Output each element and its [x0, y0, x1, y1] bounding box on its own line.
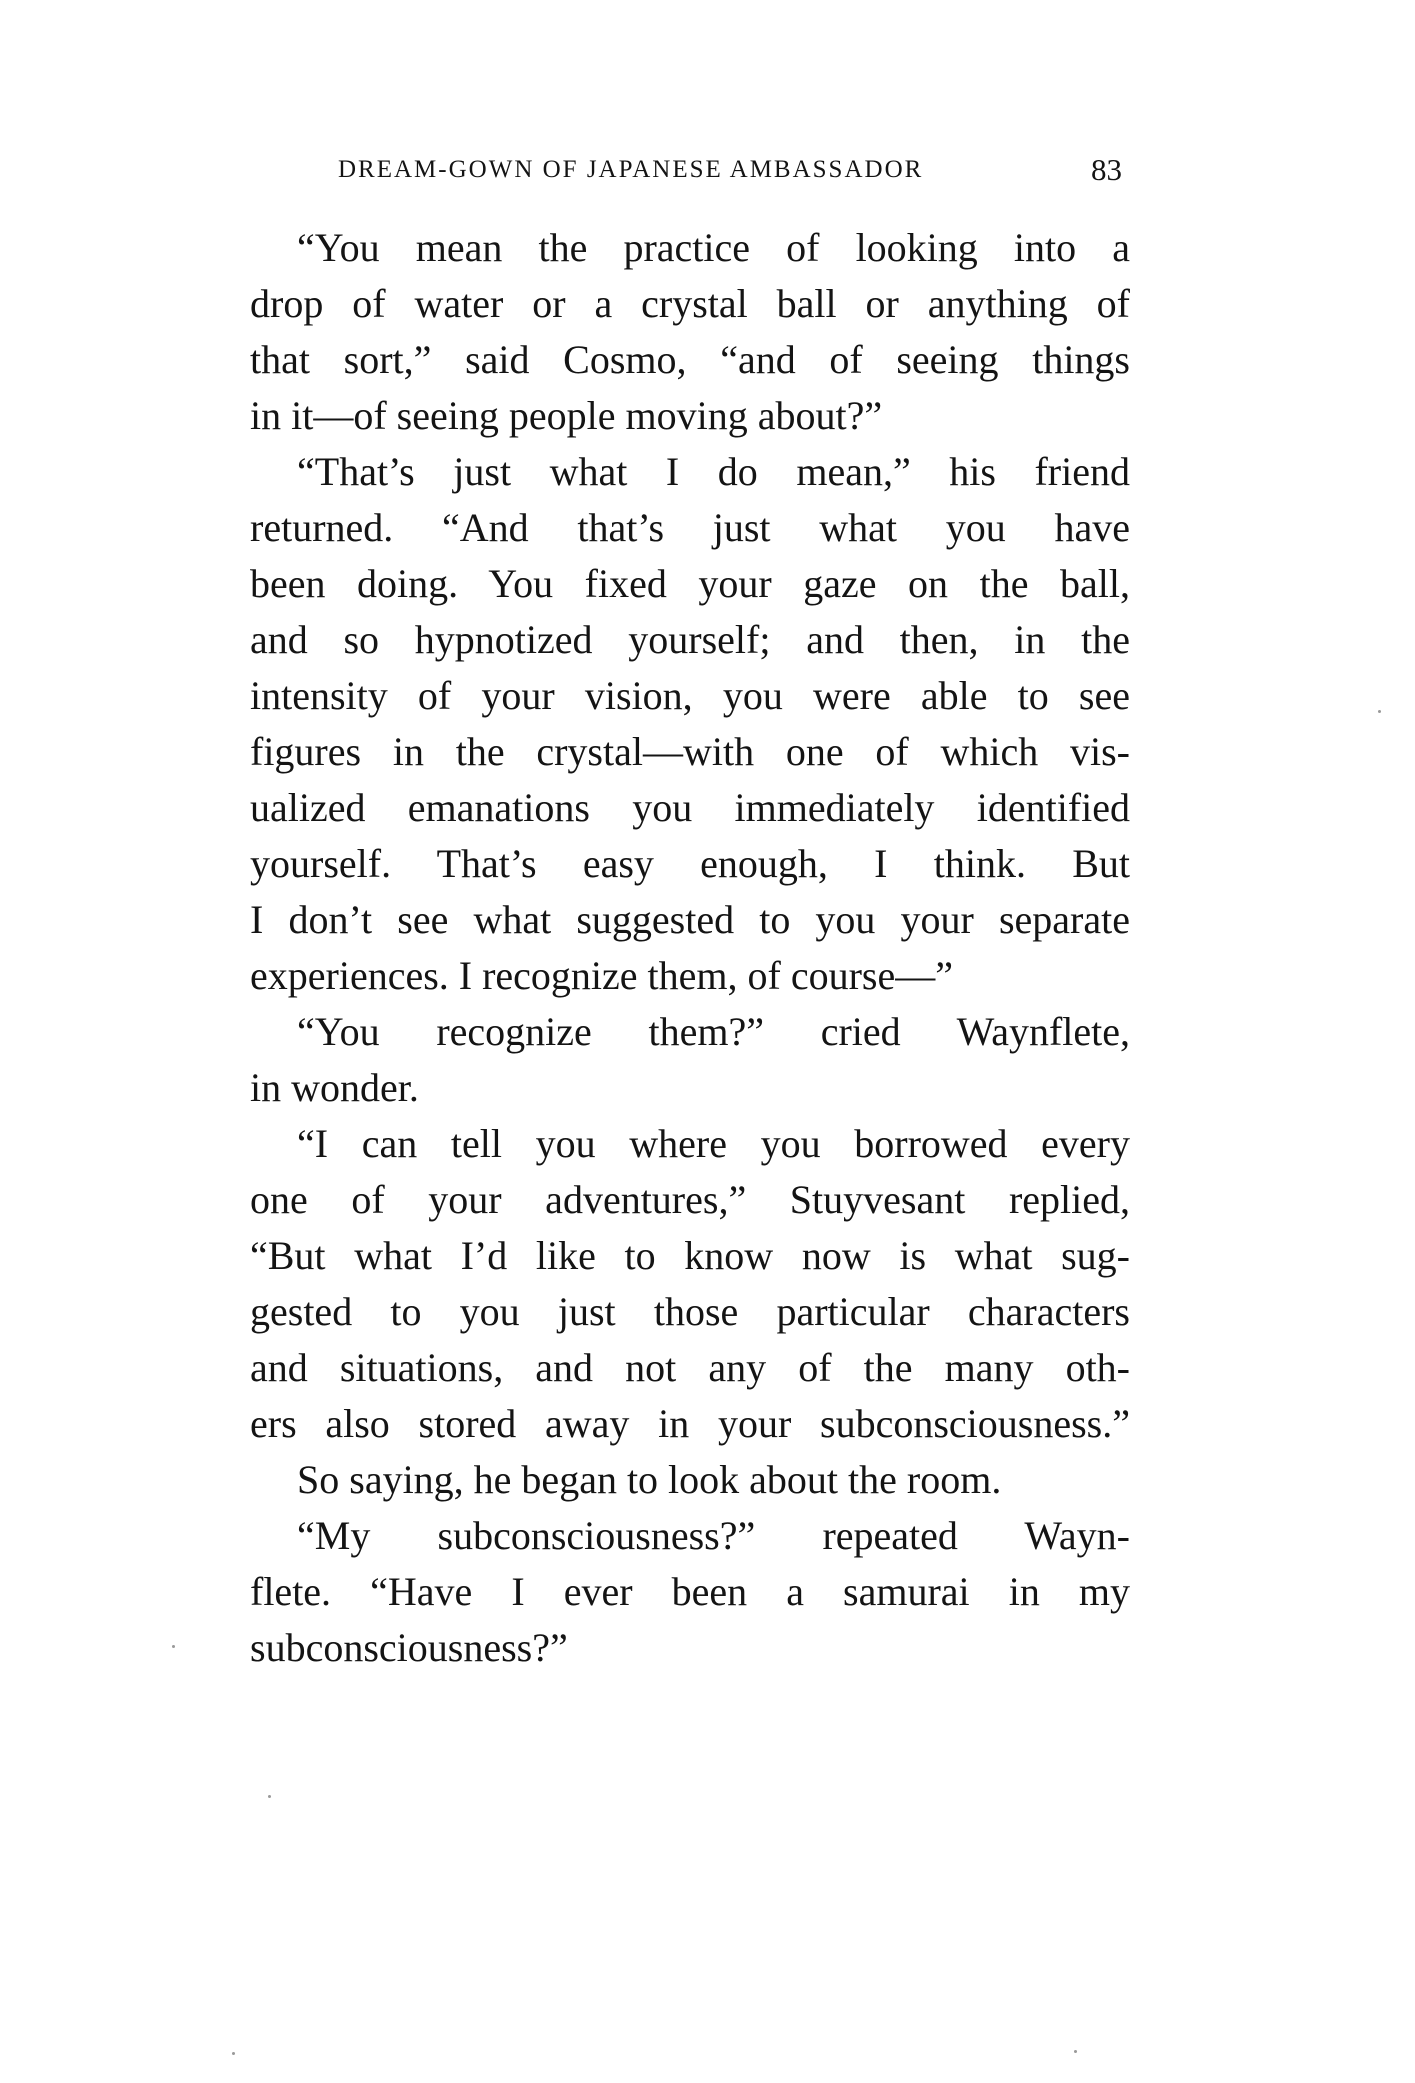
text-line: and so hypnotized yourself; and then, in the — [250, 617, 1130, 662]
text-line: experiences. I recognize them, of course—” — [250, 953, 953, 998]
text-line: “You recognize them?” cried Waynflete, — [297, 1009, 1130, 1054]
text-line: been doing. You fixed your gaze on the ball, — [250, 561, 1130, 606]
paper-speck — [268, 1795, 271, 1798]
text-line: returned. “And that’s just what you have — [250, 505, 1130, 550]
paper-speck — [1074, 2050, 1077, 2053]
text-line: flete. “Have I ever been a samurai in my — [250, 1569, 1130, 1614]
text-line: one of your adventures,” Stuyvesant replied, — [250, 1177, 1130, 1222]
text-line: “But what I’d like to know now is what sug- — [250, 1233, 1130, 1278]
text-line: drop of water or a crystal ball or anything of — [250, 281, 1130, 326]
text-line: “That’s just what I do mean,” his friend — [297, 449, 1130, 494]
body-text — [250, 220, 1130, 1676]
text-line: So saying, he began to look about the room. — [297, 1457, 1002, 1502]
text-line: ers also stored away in your subconsciousness.” — [250, 1401, 1130, 1446]
running-head — [338, 152, 1130, 192]
text-line: I don’t see what suggested to you your separate — [250, 897, 1130, 942]
paper-speck — [1378, 710, 1381, 713]
text-line: in it—of seeing people moving about?” — [250, 393, 883, 438]
page-number: 83 — [1091, 152, 1122, 187]
text-line: gested to you just those particular characters — [250, 1289, 1130, 1334]
text-line: figures in the crystal—with one of which vis- — [250, 729, 1130, 774]
paper-speck — [232, 2052, 235, 2055]
text-line: subconsciousness?” — [250, 1625, 568, 1670]
paper-speck — [172, 1645, 175, 1648]
text-line: “I can tell you where you borrowed every — [297, 1121, 1130, 1166]
text-line: that sort,” said Cosmo, “and of seeing things — [250, 337, 1130, 382]
text-line: “You mean the practice of looking into a — [297, 225, 1130, 270]
text-line: in wonder. — [250, 1065, 419, 1110]
running-title: DREAM-GOWN OF JAPANESE AMBASSADOR — [338, 156, 924, 183]
text-line: intensity of your vision, you were able to see — [250, 673, 1130, 718]
text-line: “My subconsciousness?” repeated Wayn- — [297, 1513, 1130, 1558]
text-line: and situations, and not any of the many oth- — [250, 1345, 1130, 1390]
text-line: yourself. That’s easy enough, I think. But — [250, 841, 1130, 886]
text-line: ualized emanations you immediately identified — [250, 785, 1130, 830]
